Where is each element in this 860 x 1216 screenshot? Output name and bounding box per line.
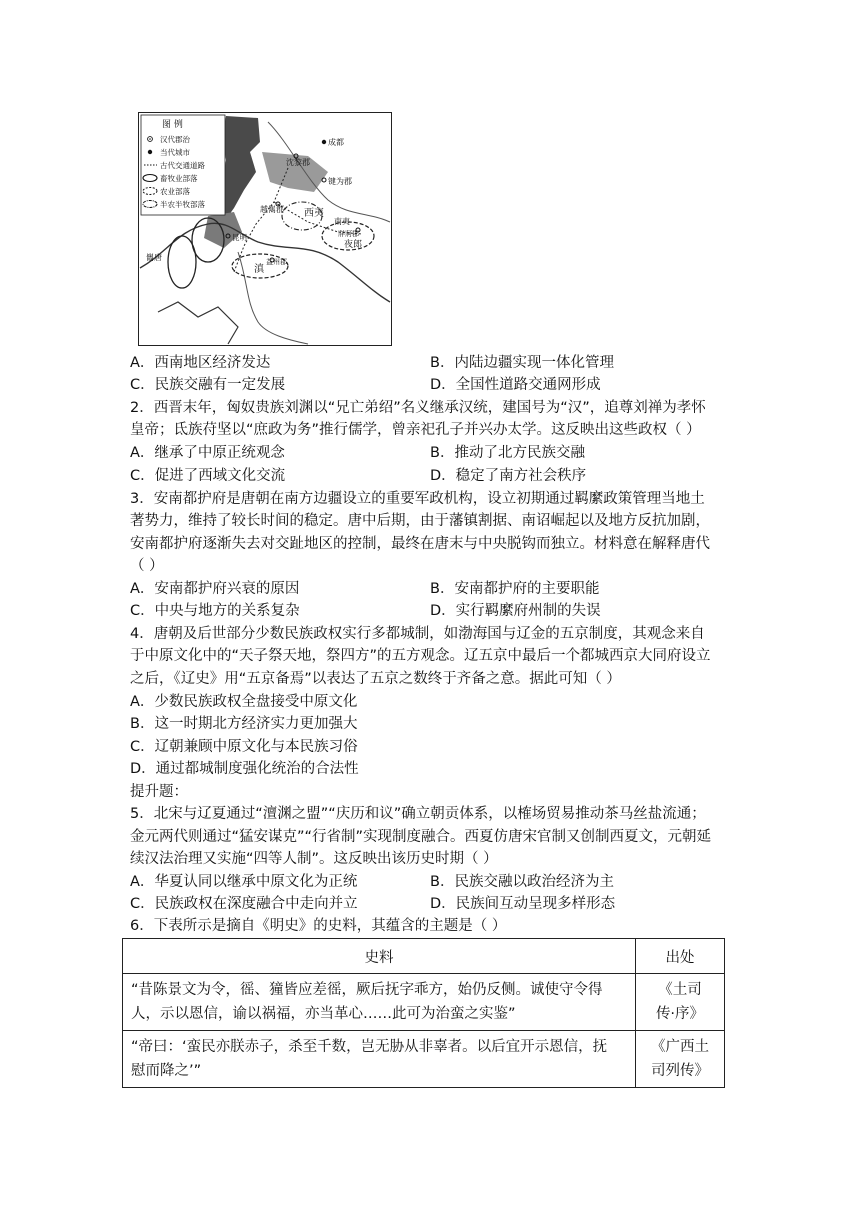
table-row [123,974,725,1031]
origin-cell [636,1031,725,1088]
q3-option-c: C．中央与地方的关系复杂 [130,603,300,619]
q4-stem-line: 于中原文化中的“天子祭天地，祭四方”的五方观念。辽五京中最后一个都城西京大同府设立 [130,648,711,664]
q2-stem-line: 2．西晋末年，匈奴贵族刘渊以“兄亡弟绍”名义继承汉统，建国号为“汉”，追尊刘禅为孝怀 [130,400,706,416]
place-label-xitang: 巂唐 [146,253,162,262]
historical-sources-table [122,938,725,1088]
q5-stem-line: 5．北宋与辽夏通过“澶渊之盟”“庆历和议”确立朝贡体系，以榷场贸易推动茶马丝盐流通； [130,806,706,822]
advanced-section-label: 提升题： [130,784,188,800]
map-svg [138,112,392,346]
q5-stem-line: 金元两代则通过“猛安谋克”“行省制”实现制度融合。西夏仿唐宋官制又创制西夏文，元朝延 [130,829,712,845]
source-text-cell [123,1031,636,1088]
q4-stem-line: 4．唐朝及后世部分少数民族政权实行多都城制，如渤海国与辽金的五京制度，其观念来自 [130,626,705,642]
source-text-line: “帝曰：‘蛮民亦朕赤子，杀至千数，岂无胁从非辜者。以后宜开示恩信，抚 [131,1039,608,1055]
q4-option-b: B．这一时期北方经济实力更加强大 [130,716,358,732]
place-label-chengdu: 成都 [328,138,344,147]
source-text-line: 慰而降之’” [131,1063,202,1079]
header-origin: 出处 [636,939,725,974]
q2-option-a: A．继承了中原正统观念 [130,445,285,461]
table-row [123,1031,725,1088]
origin-cell [636,974,725,1031]
place-label-nanyi: 南夷 [334,217,350,226]
q5-option-b: B．民族交融以政治经济为主 [430,874,614,890]
place-label-zangke: 牂牁郡 [338,230,359,238]
q3-stem-line: （ ） [130,558,164,574]
source-text-line: “昔陈景文为令，徭、獞皆应差徭，厥后抚字乖方，始仍反侧。诚使守令得 [131,982,603,998]
source-text-line: 人，示以恩信，谕以祸福，亦当革心……此可为治蛮之实鉴” [131,1006,516,1022]
q6-stem: 6．下表所示是摘自《明史》的史料，其蕴含的主题是（ ） [130,918,507,934]
place-label-kunming: 昆明 [232,233,247,242]
place-label-yizhou: 益州郡 [266,258,287,266]
map-legend [141,115,225,215]
place-label-dian: 滇 [254,264,264,275]
q5-option-a: A．华夏认同以继承中原文化为正统 [130,874,358,890]
q4-option-d: D．通过都城制度强化统治的合法性 [130,761,359,777]
origin-line: 《土司 [658,982,702,998]
q1-option-a: A．西南地区经济发达 [130,355,271,371]
header-source-text: 史料 [123,939,636,974]
q5-option-d: D．民族间互动呈现多样形态 [430,896,616,912]
place-label-xiyi: 西夷 [304,208,324,219]
q3-option-b: B．安南都护府的主要职能 [430,581,600,597]
place-label-shenli: 沈黎郡 [286,158,310,167]
q5-stem-line: 续汉法治理又实施“四等人制”。这反映出该历史时期（ ） [130,851,498,867]
q1-option-b: B．内陆边疆实现一体化管理 [430,355,614,371]
q4-stem-line: 之后，《辽史》用“五京备焉”以表达了五京之数终于齐备之意。据此可知（ ） [130,671,621,687]
legend-title: 图 例 [162,120,183,130]
place-label-yelang: 夜郎 [344,240,363,250]
legend-label: 古代交通道路 [160,161,205,170]
source-text-cell [123,974,636,1031]
q1-option-d: D．全国性道路交通网形成 [430,377,601,393]
origin-line: 司列传》 [651,1063,709,1079]
legend-label: 农业部落 [160,187,190,196]
q2-option-c: C．促进了西域文化交流 [130,468,286,484]
legend-label: 汉代郡治 [160,135,190,144]
q2-option-d: D．稳定了南方社会秩序 [430,468,587,484]
place-label-yuexi: 越嶲郡 [260,205,284,214]
table-header-row [123,939,725,974]
q4-option-c: C．辽朝兼顾中原文化与本民族习俗 [130,739,358,755]
q3-option-d: D．实行羁縻府州制的失误 [430,603,601,619]
legend-label: 当代城市 [160,148,190,157]
q2-stem-line: 皇帝；氐族苻坚以“庶政为务”推行儒学，曾亲祀孔子并兴办太学。这反映出这些政权（ ） [130,422,701,438]
legend-label: 畜牧业部落 [160,174,198,183]
origin-line: 传·序》 [655,1006,705,1022]
q2-option-b: B．推动了北方民族交融 [430,445,585,461]
place-label-jianwei: 键为郡 [328,177,352,186]
q3-stem-line: 安南都护府逐渐失去对交趾地区的控制，最终在唐末与中央脱钩而独立。材料意在解释唐代 [130,536,710,552]
southwest-map-figure [138,112,392,346]
q1-option-c: C．民族交融有一定发展 [130,377,286,393]
legend-label: 半农半牧部落 [160,200,205,209]
q3-stem-line: 著势力，维持了较长时间的稳定。唐中后期，由于藩镇割据、南诏崛起以及地方反抗加剧， [130,513,710,529]
q4-option-a: A．少数民族政权全盘接受中原文化 [130,694,358,710]
q3-option-a: A．安南都护府兴衰的原因 [130,581,300,597]
q3-stem-line: 3．安南都护府是唐朝在南方边疆设立的重要军政机构，设立初期通过羁縻政策管理当地土 [130,491,705,507]
origin-line: 《广西土 [651,1039,709,1055]
q5-option-c: C．民族政权在深度融合中走向并立 [130,896,358,912]
